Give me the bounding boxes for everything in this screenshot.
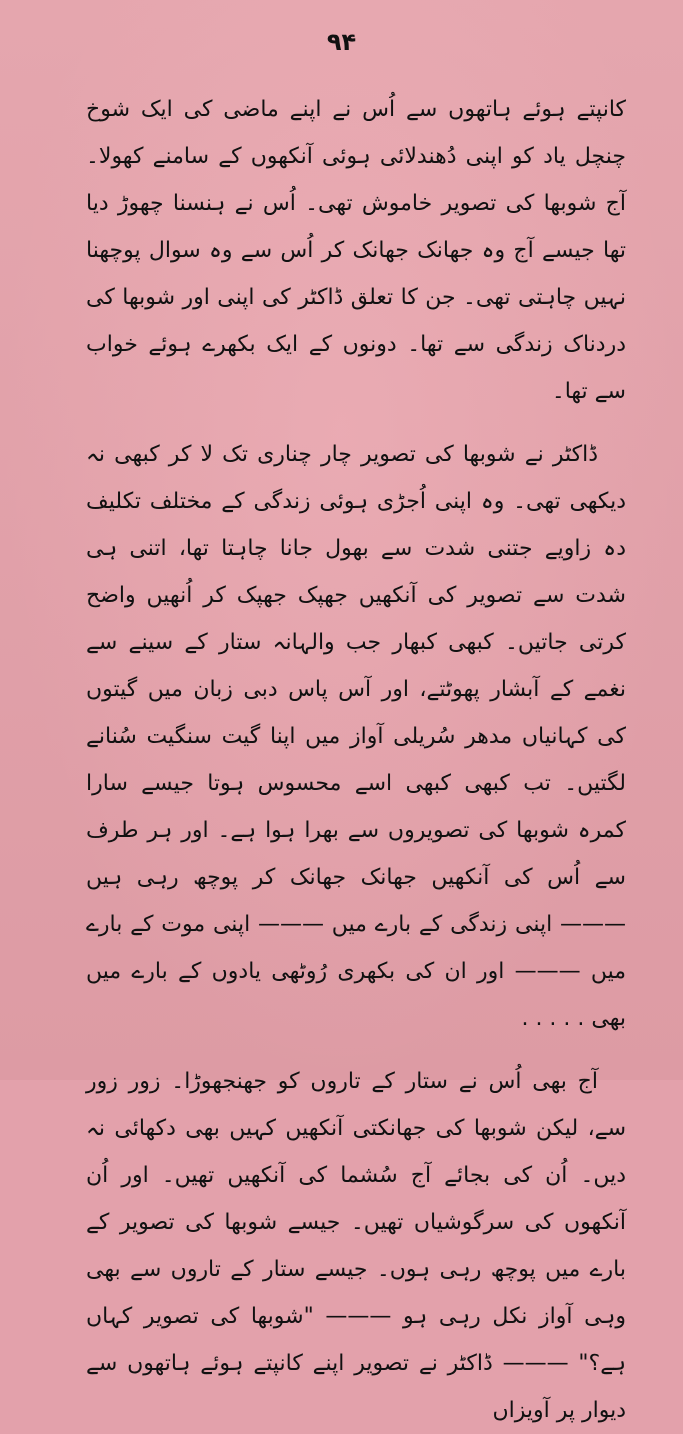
page-number: ۹۴ [326, 28, 357, 56]
page-body-text [86, 86, 626, 1434]
paragraph-3: آج بھی اُس نے ستار کے تاروں کو جھنجھوڑا۔ زور زور سے، لیکن شوبھا کی جھانکتی آنکھیں کہیں بھی دکھائی نہ دیں۔ اُن کی بجائے آج سُشما کی آنکھیں تھیں۔ اور اُن آنکھوں کی سرگوشیاں تھیں۔ جیسے شوبھا کی تصویر کے بارے میں پوچھ رہی ہوں۔ جیسے ستار کے تاروں سے بھی وہی آواز نکل رہی ہو ——— "شوبھا کی تصویر کہاں ہے؟" ——— ڈاکٹر نے تصویر اپنے کانپتے ہوئے ہاتھوں سے دیوار پر آویزاں [86, 1069, 626, 1423]
paragraph-1: کانپتے ہوئے ہاتھوں سے اُس نے اپنے ماضی کی ایک شوخ چنچل یاد کو اپنی دُھندلائی ہوئی آنکھوں کے سامنے کھولا۔ آج شوبھا کی تصویر خاموش تھی۔ اُس نے ہنسنا چھوڑ دیا تھا جیسے آج وہ جھانک جھانک کر اُس سے وہ سوال پوچھنا نہیں چاہتی تھی۔ جن کا تعلق ڈاکٹر کی اپنی اور شوبھا کی دردناک زندگی سے تھا۔ دونوں کے ایک بکھرے ہوئے خواب سے تھا۔ [86, 97, 626, 404]
paragraph-2: ڈاکٹر نے شوبھا کی تصویر چار چناری تک لا کر کبھی نہ دیکھی تھی۔ وہ اپنی اُجڑی ہوئی زندگی کے مختلف تکلیف دہ زاویے جتنی شدت سے بھول جانا چاہتا تھا، اتنی ہی شدت سے تصویر کی آنکھیں جھپک جھپک کر اُنھیں واضح کرتی جاتیں۔ کبھی کبھار جب والہانہ ستار کے سینے سے نغمے کے آبشار پھوٹتے، اور آس پاس دبی زبان میں گیتوں کی کہانیاں مدھر سُریلی آواز میں اپنا گیت سنگیت سُنانے لگتیں۔ تب کبھی کبھی اسے محسوس ہوتا جیسے سارا کمرہ شوبھا کی تصویروں سے بھرا ہوا ہے۔ اور ہر طرف سے اُس کی آنکھیں جھانک جھانک کر پوچھ رہی ہیں ——— اپنی زندگی کے بارے میں ——— اپنی موت کے بارے میں ——— اور ان کی بکھری رُوٹھی یادوں کے بارے میں بھی . . . . . [86, 442, 626, 1031]
